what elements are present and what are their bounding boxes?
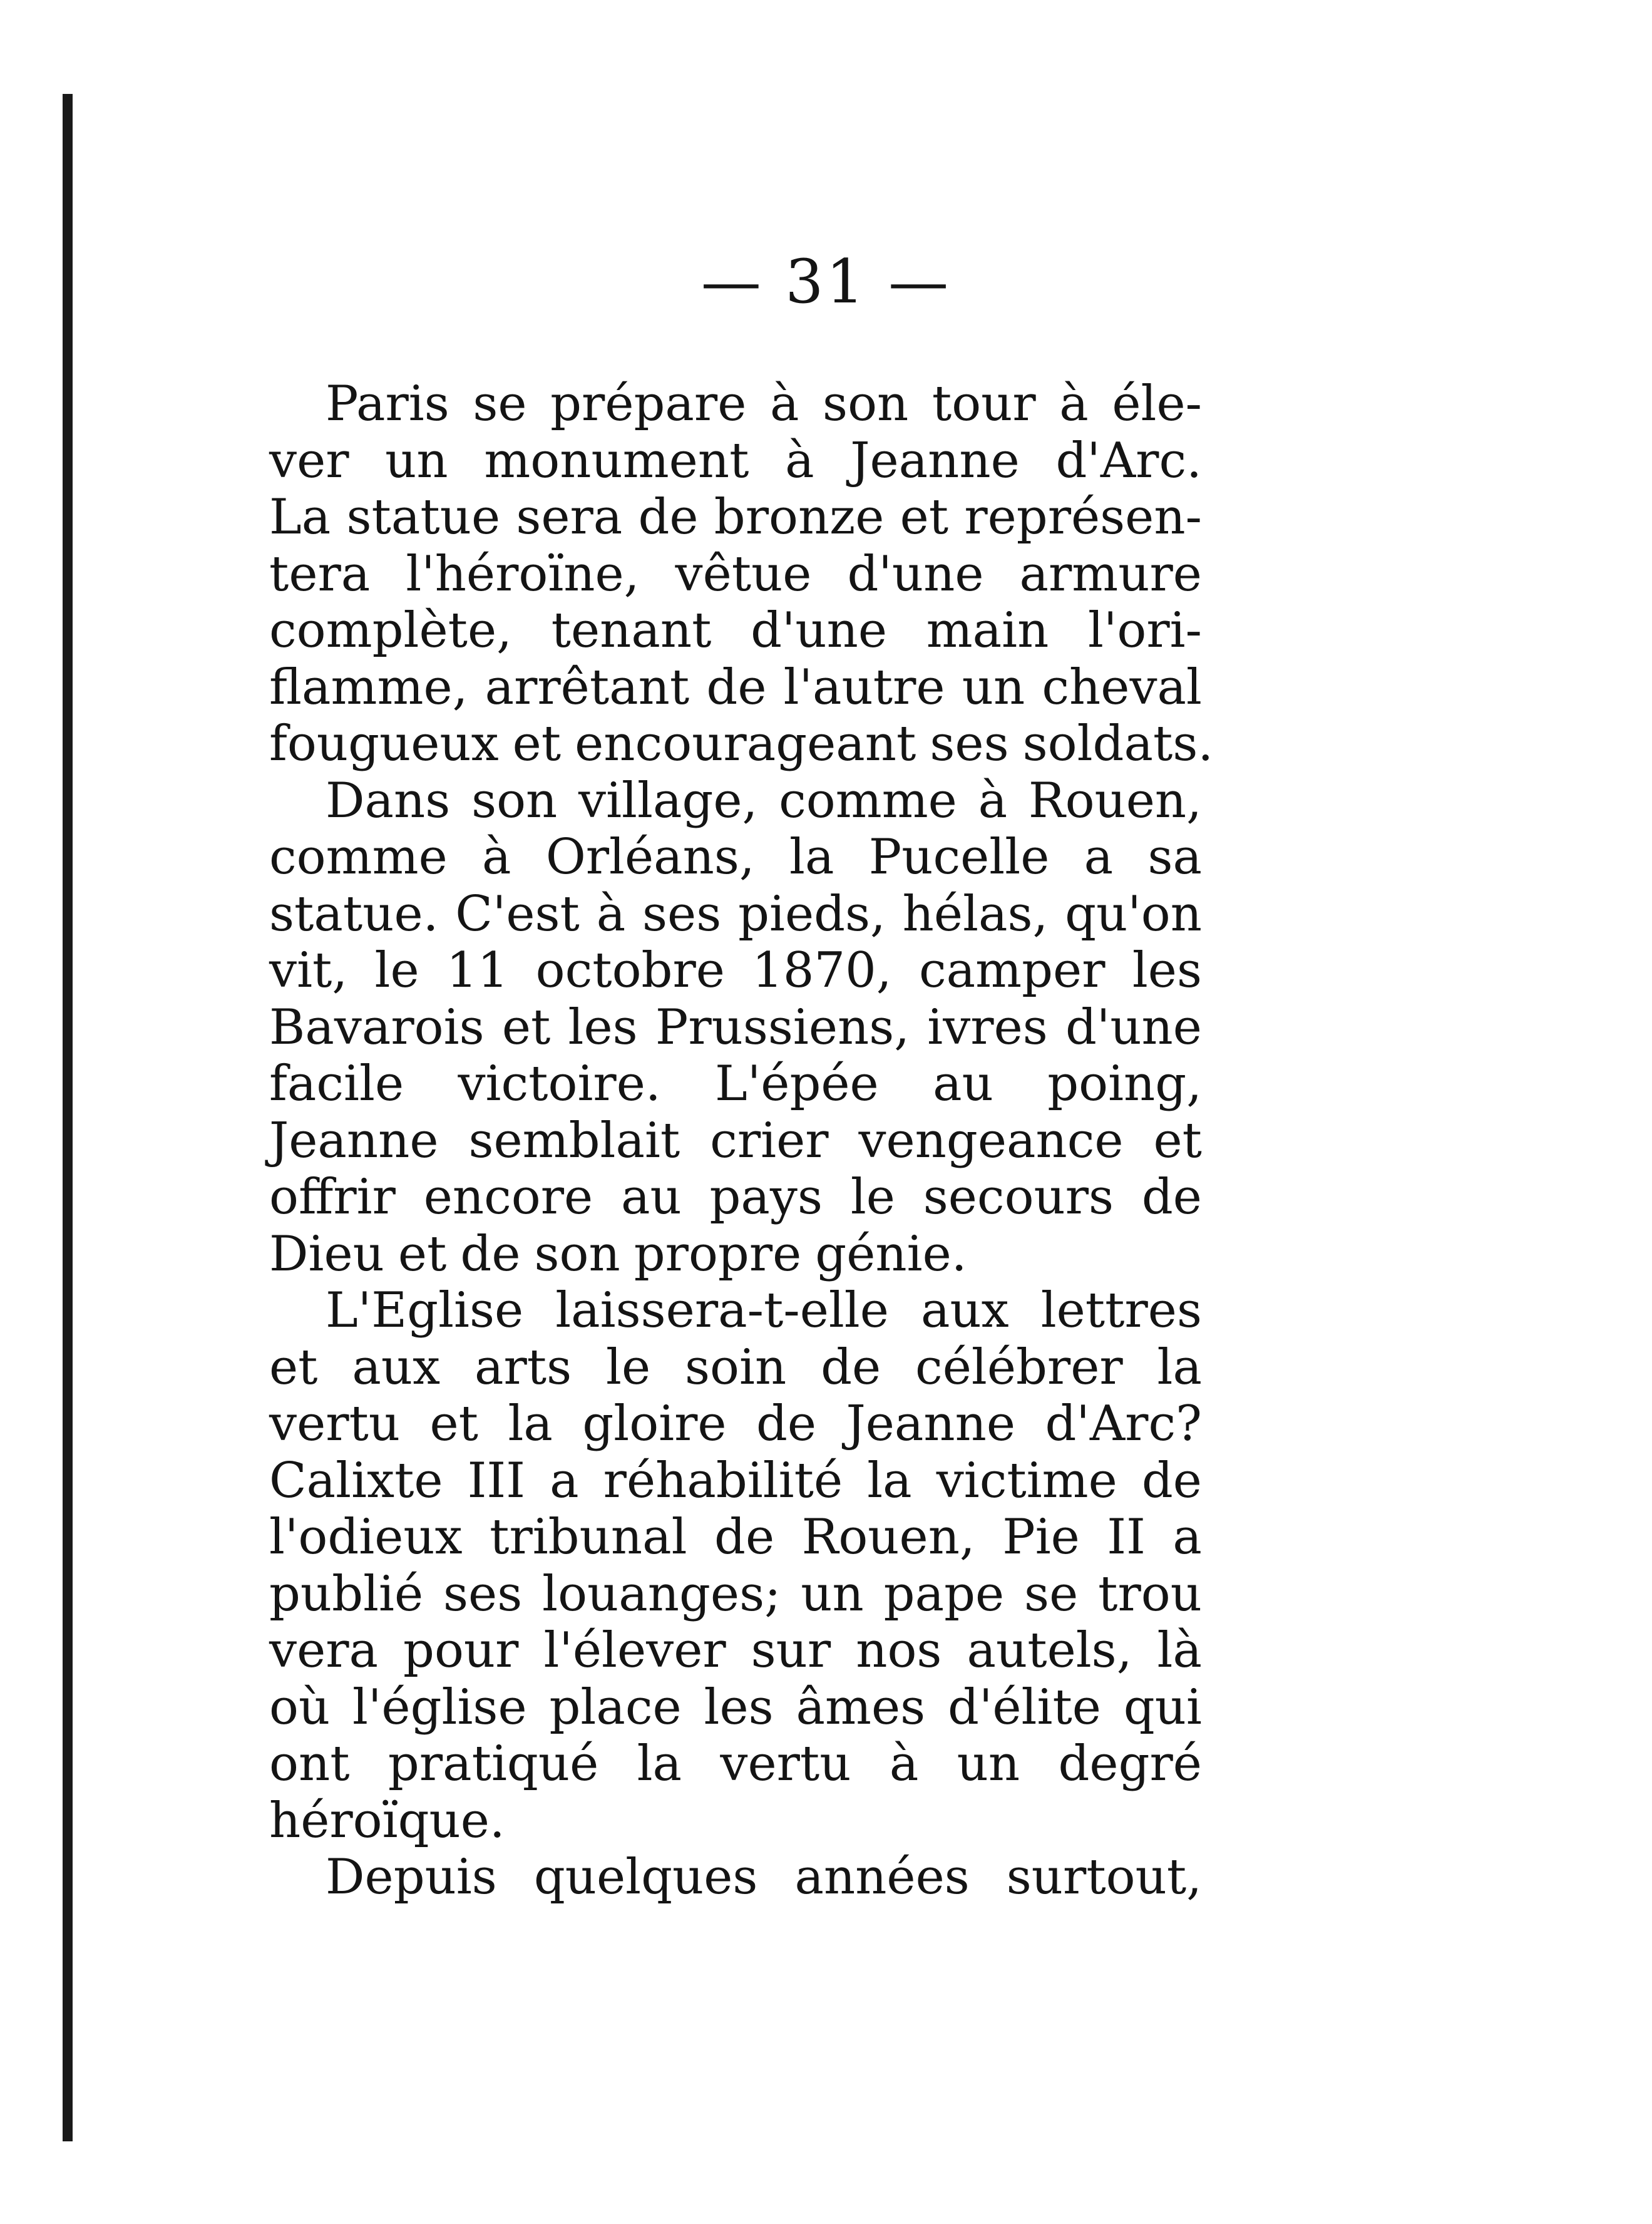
- text-word: ont: [269, 1736, 350, 1792]
- text-word: réhabilité: [603, 1452, 843, 1509]
- text-word: de: [460, 1225, 521, 1282]
- text-line: [269, 1339, 1202, 1396]
- book-spine-shadow: [63, 94, 73, 2141]
- text-word: de: [1141, 1169, 1202, 1225]
- text-word: à: [889, 1736, 919, 1792]
- text-line: [269, 942, 1202, 999]
- text-word: un: [962, 659, 1025, 716]
- text-word: main: [926, 602, 1049, 659]
- text-word: Depuis: [326, 1849, 497, 1905]
- text-word: Dans: [326, 772, 451, 829]
- text-word: Jeanne: [846, 1396, 1016, 1452]
- text-word: secours: [923, 1169, 1114, 1225]
- text-line: [269, 1849, 1202, 1906]
- text-word: âmes: [796, 1679, 926, 1736]
- text-word: à: [1059, 376, 1089, 432]
- text-word: de: [1141, 1452, 1202, 1509]
- text-word: la: [867, 1452, 912, 1509]
- text-line: [269, 1793, 1202, 1850]
- text-word: sur: [751, 1622, 831, 1679]
- text-word: 11: [446, 942, 509, 999]
- text-line: [269, 1282, 1202, 1339]
- text-word: facile: [269, 1056, 404, 1112]
- text-word: soldats.: [1022, 716, 1214, 772]
- text-word: tour: [931, 376, 1036, 432]
- text-line: [269, 602, 1202, 659]
- text-word: pour: [403, 1622, 519, 1679]
- text-word: sera: [516, 489, 623, 545]
- text-line: [269, 773, 1202, 830]
- text-line: [269, 659, 1202, 716]
- text-word: Rouen,: [801, 1509, 975, 1565]
- text-word: ses: [642, 885, 722, 942]
- text-word: à: [482, 829, 511, 885]
- text-word: son: [823, 376, 909, 432]
- text-word: les: [704, 1679, 774, 1736]
- text-word: statue.: [269, 885, 439, 942]
- text-word: pratiqué: [387, 1736, 599, 1792]
- text-word: à: [785, 432, 814, 489]
- text-word: hélas,: [902, 885, 1049, 942]
- text-word: C'est: [455, 885, 580, 942]
- text-word: le: [850, 1169, 895, 1225]
- text-word: gloire: [582, 1396, 727, 1452]
- text-word: d'Arc?: [1045, 1396, 1202, 1452]
- text-word: L'épée: [715, 1056, 879, 1112]
- text-word: héroïque.: [269, 1792, 505, 1849]
- text-word: de: [714, 1509, 775, 1565]
- text-word: qu'on: [1065, 885, 1202, 942]
- text-word: l'odieux: [269, 1509, 463, 1565]
- text-word: aux: [920, 1282, 1009, 1339]
- text-word: poing,: [1047, 1056, 1202, 1112]
- text-word: autels,: [967, 1622, 1132, 1679]
- text-word: la: [508, 1396, 553, 1452]
- text-word: d'élite: [948, 1679, 1101, 1736]
- text-word: arts: [475, 1339, 572, 1396]
- text-line: [269, 1566, 1202, 1623]
- text-word: qui: [1123, 1679, 1202, 1736]
- text-word: offrir: [269, 1169, 396, 1225]
- text-word: Jeanne: [269, 1112, 439, 1169]
- text-word: a: [1172, 1509, 1202, 1565]
- text-word: la: [637, 1736, 682, 1792]
- text-word: vit,: [269, 942, 348, 999]
- text-word: là: [1157, 1622, 1202, 1679]
- text-word: les: [1132, 942, 1202, 999]
- text-word: son: [534, 1225, 620, 1282]
- text-word: ivres: [927, 999, 1048, 1056]
- text-word: bronze: [714, 489, 885, 545]
- text-word: et: [512, 716, 562, 772]
- text-line: [269, 1226, 1202, 1283]
- text-word: trou: [1098, 1565, 1202, 1622]
- text-word: flamme,: [269, 659, 468, 716]
- text-word: Jeanne: [850, 432, 1020, 489]
- text-word: semblait: [468, 1112, 680, 1169]
- text-word: II: [1107, 1509, 1146, 1565]
- text-word: camper: [918, 942, 1106, 999]
- text-word: Orléans,: [545, 829, 755, 885]
- text-word: représen-: [964, 489, 1202, 545]
- text-word: L'Eglise: [326, 1282, 524, 1339]
- text-word: III: [467, 1452, 526, 1509]
- text-word: a: [550, 1452, 579, 1509]
- text-word: octobre: [535, 942, 725, 999]
- text-word: crier: [710, 1112, 829, 1169]
- text-word: laissera-t-elle: [555, 1282, 889, 1339]
- text-word: place: [549, 1679, 682, 1736]
- text-word: se: [1024, 1565, 1079, 1622]
- text-word: Pie: [1002, 1509, 1080, 1565]
- text-word: à: [978, 772, 1008, 829]
- text-word: monument: [484, 432, 749, 489]
- text-line: [269, 1113, 1202, 1170]
- text-line: [269, 546, 1202, 603]
- text-word: l'ori-: [1088, 602, 1202, 659]
- text-word: La: [269, 489, 331, 545]
- text-word: ver: [269, 432, 349, 489]
- text-word: et: [501, 999, 551, 1056]
- text-word: Prussiens,: [655, 999, 910, 1056]
- text-word: éle-: [1112, 376, 1202, 432]
- text-word: cheval: [1042, 659, 1202, 716]
- text-word: de: [821, 1339, 881, 1396]
- text-word: encourageant: [575, 716, 916, 772]
- text-word: de: [756, 1396, 817, 1452]
- text-word: comme: [269, 829, 448, 885]
- text-word: un: [957, 1736, 1020, 1792]
- text-line: [269, 716, 1214, 773]
- text-word: d'une: [751, 602, 888, 659]
- text-word: nos: [856, 1622, 942, 1679]
- text-word: village,: [578, 772, 758, 829]
- text-word: à: [769, 376, 799, 432]
- text-word: et: [1153, 1112, 1202, 1169]
- text-word: d'Arc.: [1055, 432, 1202, 489]
- text-line: [269, 1396, 1202, 1453]
- text-word: l'élever: [543, 1622, 726, 1679]
- text-word: au: [933, 1056, 993, 1112]
- text-word: pays: [709, 1169, 823, 1225]
- text-word: soin: [685, 1339, 787, 1396]
- text-word: ses: [443, 1565, 523, 1622]
- text-line: [269, 1056, 1202, 1113]
- text-line: [269, 1736, 1202, 1793]
- text-word: louanges;: [542, 1565, 781, 1622]
- text-word: propre: [634, 1225, 802, 1282]
- text-word: surtout,: [1006, 1849, 1202, 1905]
- text-word: la: [789, 829, 834, 885]
- text-word: d'une: [847, 545, 984, 602]
- text-word: génie.: [815, 1225, 967, 1282]
- text-word: Calixte: [269, 1452, 443, 1509]
- text-word: et: [398, 1225, 447, 1282]
- text-word: Paris: [326, 376, 449, 432]
- text-word: l'héroïne,: [406, 545, 640, 602]
- text-word: statue: [346, 489, 501, 545]
- text-word: où: [269, 1679, 331, 1736]
- text-word: et: [269, 1339, 318, 1396]
- text-word: quelques: [533, 1849, 758, 1905]
- text-line: [269, 376, 1202, 433]
- text-word: et: [900, 489, 949, 545]
- text-word: tribunal: [490, 1509, 687, 1565]
- text-word: sa: [1147, 829, 1202, 885]
- text-word: années: [794, 1849, 970, 1905]
- text-word: la: [1157, 1339, 1202, 1396]
- text-word: vertu: [720, 1736, 851, 1792]
- text-word: degré: [1058, 1736, 1202, 1792]
- text-word: vertu: [269, 1396, 401, 1452]
- text-word: publié: [269, 1565, 424, 1622]
- body-text: [269, 376, 1214, 1906]
- text-word: arrêtant: [485, 659, 690, 716]
- text-word: un: [801, 1565, 864, 1622]
- text-word: l'église: [352, 1679, 527, 1736]
- text-word: son: [471, 772, 558, 829]
- text-word: de: [706, 659, 767, 716]
- text-word: Pucelle: [868, 829, 1050, 885]
- text-word: célébrer: [915, 1339, 1123, 1396]
- text-line: [269, 1509, 1202, 1566]
- text-word: vengeance: [858, 1112, 1124, 1169]
- text-line: [269, 1622, 1202, 1679]
- text-word: 1870,: [752, 942, 892, 999]
- text-line: [269, 886, 1202, 943]
- text-word: prépare: [550, 376, 747, 432]
- text-word: le: [606, 1339, 651, 1396]
- text-word: à: [596, 885, 626, 942]
- text-word: Rouen,: [1028, 772, 1202, 829]
- text-word: armure: [1019, 545, 1202, 602]
- page-number: — 31 —: [700, 247, 952, 317]
- text-word: et: [429, 1396, 479, 1452]
- text-word: victime: [936, 1452, 1117, 1509]
- text-word: Dieu: [269, 1225, 384, 1282]
- text-line: [269, 433, 1202, 490]
- text-line: [269, 1679, 1202, 1736]
- text-line: [269, 489, 1202, 546]
- text-line: [269, 999, 1202, 1056]
- text-word: Bavarois: [269, 999, 485, 1056]
- text-word: vera: [269, 1622, 379, 1679]
- text-word: comme: [779, 772, 957, 829]
- text-word: de: [638, 489, 699, 545]
- text-word: se: [473, 376, 527, 432]
- text-line: [269, 829, 1202, 886]
- text-word: fougueux: [269, 716, 499, 772]
- text-word: tera: [269, 545, 371, 602]
- text-word: d'une: [1065, 999, 1202, 1056]
- text-word: les: [568, 999, 638, 1056]
- text-word: le: [374, 942, 419, 999]
- text-word: l'autre: [783, 659, 945, 716]
- text-word: pieds,: [738, 885, 886, 942]
- text-word: victoire.: [458, 1056, 661, 1112]
- text-line: [269, 1453, 1202, 1510]
- text-word: pape: [883, 1565, 1005, 1622]
- text-word: aux: [352, 1339, 441, 1396]
- text-word: un: [385, 432, 448, 489]
- text-word: complète,: [269, 602, 512, 659]
- text-word: au: [620, 1169, 682, 1225]
- text-word: tenant: [551, 602, 712, 659]
- text-word: a: [1084, 829, 1114, 885]
- text-line: [269, 1169, 1202, 1226]
- text-word: encore: [423, 1169, 593, 1225]
- text-word: lettres: [1040, 1282, 1202, 1339]
- text-word: ses: [930, 716, 1009, 772]
- text-word: vêtue: [675, 545, 812, 602]
